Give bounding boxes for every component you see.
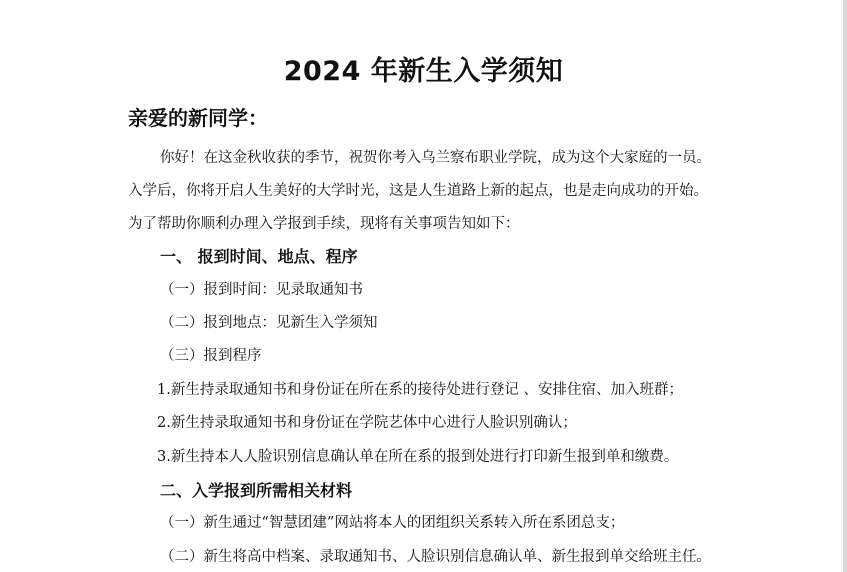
intro-paragraph-line-2: 入学后，你将开启人生美好的大学时光，这是人生道路上新的起点，也是走向成功的开始。: [128, 183, 708, 199]
section-2-heading: 二、入学报到所需相关材料: [160, 481, 353, 500]
greeting: 亲爱的新同学：: [128, 106, 268, 130]
section-2-item-1: （一）新生通过“智慧团建”网站将本人的团组织关系转入所在系团总支；: [160, 515, 625, 531]
section-1-heading: 一、 报到时间、地点、程序: [160, 247, 358, 266]
intro-paragraph-line-3: 为了帮助你顺利办理入学报到手续，现将有关事项告知如下：: [128, 216, 520, 232]
section-1-item-location: （二）报到地点：见新生入学须知: [160, 315, 378, 331]
procedure-step-3: 3.新生持本人人脸识别信息确认单在所在系的报到处进行打印新生报到单和缴费。: [157, 449, 679, 465]
procedure-step-2: 2.新生持录取通知书和身份证在学院艺体中心进行人脸识别确认；: [157, 415, 577, 431]
section-2-item-2: （二）新生将高中档案、录取通知书、人脸识别信息确认单、新生报到单交给班主任。: [160, 549, 711, 565]
document-title: 2024 年新生入学须知: [283, 56, 564, 87]
procedure-step-1: 1.新生持录取通知书和身份证在所在系的接待处进行登记 、安排住宿、加入班群；: [157, 382, 683, 398]
section-1-item-time: （一）报到时间：见录取通知书: [160, 282, 363, 298]
section-1-item-procedure: （三）报到程序: [160, 348, 262, 364]
intro-paragraph-line-1: 你好！在这金秋收获的季节，祝贺你考入乌兰察布职业学院，成为这个大家庭的一员。: [160, 150, 711, 166]
